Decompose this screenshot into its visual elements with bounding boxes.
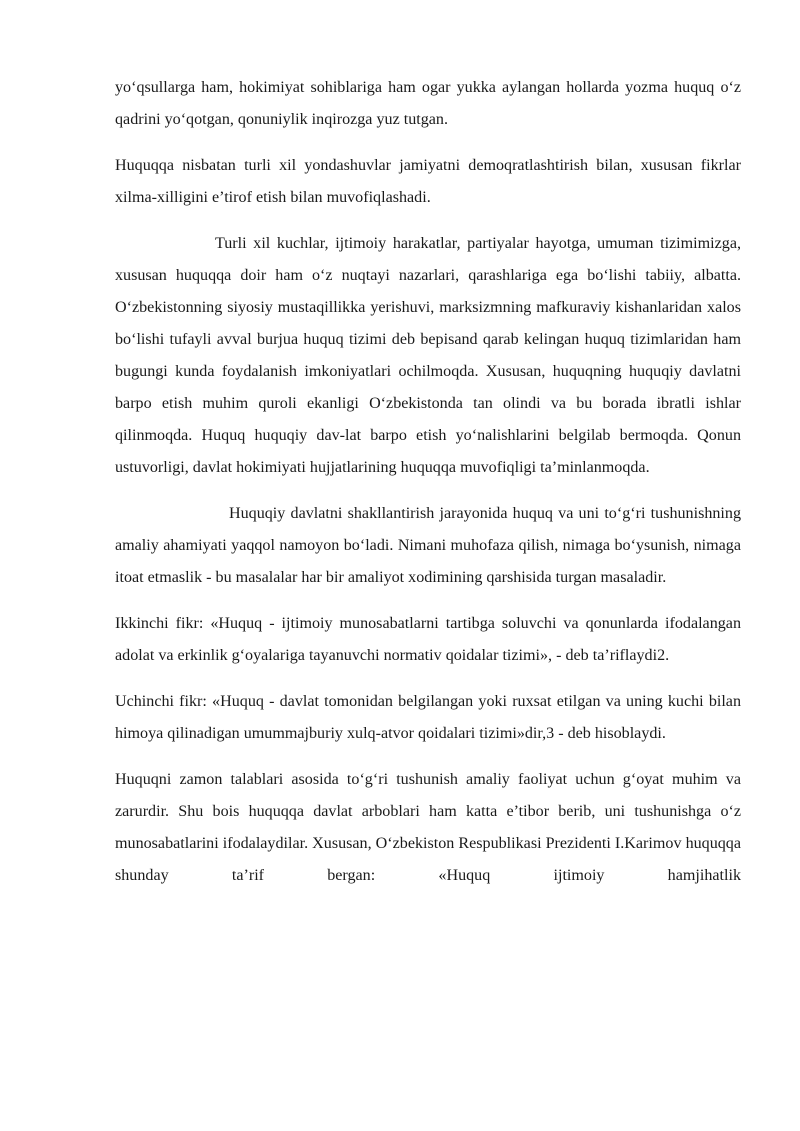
paragraph-2: Huquqqa nisbatan turli xil yondashuvlar jamiyatni demoqratlashtirish bilan, xususan fikrlar xilma-xilligini e’tirof etish bilan muvofiqlashadi. bbox=[115, 157, 741, 206]
paragraph-1: yoʻqsullarga ham, hokimiyat sohiblariga ham ogar yukka aylangan hollarda yozma huquq oʻz qadrini yoʻqotgan, qonuniylik inqirozga yuz tutgan. bbox=[115, 79, 741, 128]
paragraph-6: Uchinchi fikr: «Huquq - davlat tomonidan belgilangan yoki ruxsat etilgan va uning kuchi bilan himoya qilinadigan umummajburiy xulq-atvor qoidalari tizimi»dir,3 - deb hisoblaydi. bbox=[115, 693, 741, 742]
paragraph-3: Turli xil kuchlar, ijtimoiy harakatlar, partiyalar hayotga, umuman tizimimizga, xususan huquqqa doir ham oʻz nuqtayi nazarlari, qarashlariga ega boʻlishi tabiiy, albatta. Oʻzbekistonning siyosiy mustaqillikka yerishuvi, marksizmning mafkuraviy kishanlaridan xalos boʻlishi tufayli avval burjua huquq tizimi deb bepisand qarab kelingan huquq tizimlaridan ham bugungi kunda foydalanish imkoniyatlari ochilmoqda. Xususan, huquqning huquqiy davlatni barpo etish muhim quroli ekanligi Oʻzbekistonda tan olindi va bu borada ibratli ishlar qilinmoqda. Huquq huquqiy dav-lat barpo etish yoʻnalishlarini belgilab bermoqda. Qonun ustuvorligi, davlat hokimiyati hujjatlarining huquqqa muvofiqligi ta’minlanmoqda. bbox=[115, 235, 741, 476]
paragraph-7: Huquqni zamon talablari asosida toʻgʻri tushunish amaliy faoliyat uchun gʻoyat muhim va zarurdir. Shu bois huquqqa davlat arboblari ham katta e’tibor berib, uni tushunishga oʻz munosabatlarini ifodalaydilar. Xususan, Oʻzbekiston Respublikasi Prezidenti I.Karimov huquqqa shunday ta’rif bergan: «Huquq ijtimoiy hamjihatlik bbox=[115, 771, 741, 884]
document-page bbox=[115, 72, 741, 906]
paragraph-5: Ikkinchi fikr: «Huquq - ijtimoiy munosabatlarni tartibga soluvchi va qonunlarda ifodalangan adolat va erkinlik gʻoyalariga tayanuvchi normativ qoidalar tizimi», - deb ta’riflaydi2. bbox=[115, 615, 741, 664]
paragraph-4: Huquqiy davlatni shakllantirish jarayonida huquq va uni toʻgʻri tushunishning amaliy ahamiyati yaqqol namoyon boʻladi. Nimani muhofaza qilish, nimaga boʻysunish, nimaga itoat etmaslik - bu masalalar har bir amaliyot xodimining qarshisida turgan masaladir. bbox=[115, 505, 741, 586]
